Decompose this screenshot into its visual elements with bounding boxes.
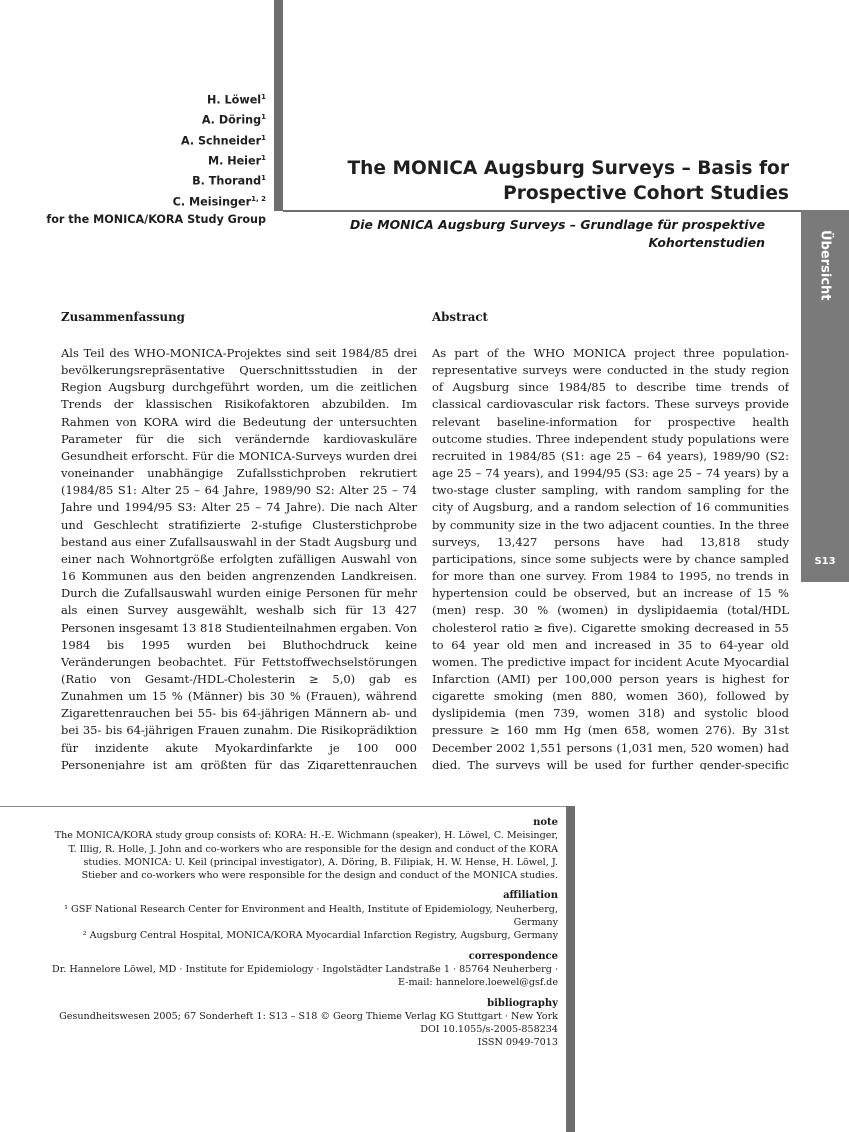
author: M. Heier$^1$: [207, 153, 266, 168]
author: B. Thorand$^1$: [192, 174, 266, 189]
correspondence-line: Dr. Hannelore Löwel, MD · Institute for Epidemiology · Ingolstädter Landstraße 1 · 85764 Neuherberg ·: [52, 963, 558, 975]
note-label: note: [533, 817, 558, 828]
zusammenfassung-heading: Zusammenfassung: [61, 310, 185, 324]
page-number: S13: [814, 556, 836, 567]
note-text: The MONICA/KORA study group consists of: KORA: H.-E. Wichmann (speaker), H. Löwel, C. Meisinger, T. Illig, R. Holle, J. John and co-workers who are responsible for the design and conduct of the KORA studies. MONICA: U. Keil (principal investigator), A. Döring, B. Filipiak, H. W. Hense, H. Löwel, J. Stieber and co-workers who were responsible for the design and conduct of the MONICA studies.: [54, 830, 558, 882]
affiliation-line: ¹ GSF National Research Center for Environment and Health, Institute of Epidemiology, Neuherberg, Germany: [64, 903, 558, 929]
bibliography-line: Gesundheitswesen 2005; 67 Sonderheft 1: S13 – S18 © Georg Thieme Verlag KG Stuttgart · New York: [59, 1010, 558, 1022]
study-group: for the MONICA/KORA Study Group: [46, 212, 266, 226]
author: H. Löwel$^1$: [207, 93, 266, 107]
correspondence-label: correspondence: [468, 950, 558, 962]
author: A. Döring$^1$: [201, 113, 266, 128]
footer-vertical-bar: [566, 806, 575, 1132]
bibliography-label: bibliography: [487, 997, 558, 1009]
section-tab-label: Übersicht: [817, 230, 833, 301]
article-subtitle: Die MONICA Augsburg Surveys – Grundlage für prospektive Kohortenstudien: [350, 217, 765, 250]
doi: DOI 10.1055/s-2005-858234: [420, 1024, 558, 1036]
header-vertical-bar: [274, 0, 283, 211]
abstract-text: As part of the WHO MONICA project three population-representative surveys were conducted in the study region of Augsburg since 1984/85 to describe time trends of classical cardiovascular risk factors. These surveys provide relevant baseline-information for prospective health outcome studies. Three independent study populations were recruited in 1984/85 (S1: age 25 – 64 years), 1989/90 (S2: age 25 – 74 years), and 1994/95 (S3: age 25 – 74 years) by a two-stage cluster sampling, with random sampling for the city of Augsburg, and a random selection of 16 communities by community size in the two adjacent counties. In the three surveys, 13,427 persons have had 13,818 study participations, since some subjects were by chance sampled for more than one survey. From 1984 to 1995, no trends in hypertension could be observed, but an increase of 15 % (men) resp. 30 % (women) in dyslipidaemia (total/HDL cholesterol ratio ≥ five). Cigarette smoking decreased in 55 to 64 year old men and increased in 35 to 64-year old women. The predictive impact for incident Acute Myocardial Infarction (AMI) per 100,000 person years is highest for cigarette smoking (men 880, women 360), followed by dyslipidemia (men 739, women 318) and systolic blood pressure ≥ 160 mm Hg (men 658, women 276). By 31st December 2002 1,551 persons (1,031 men, 520 women) had died. The surveys will be used for further gender-specific: [432, 346, 789, 770]
affiliation-line: ² Augsburg Central Hospital, MONICA/KORA Myocardial Infarction Registry, Augsburg, Germany: [82, 930, 558, 942]
issn: ISSN 0949-7013: [477, 1037, 558, 1049]
affiliation-label: affiliation: [503, 890, 558, 902]
article-title: The MONICA Augsburg Surveys – Basis for Prospective Cohort Studies: [347, 158, 789, 204]
footer-rule: [0, 806, 566, 807]
zusammenfassung-text: Als Teil des WHO-MONICA-Projektes sind seit 1984/85 drei bevölkerungsrepräsentative Querschnittsstudien in der Region Augsburg durchgeführt worden, um die zeitlichen Trends der klassischen Risikofaktoren abzubilden. Im Rahmen von KORA wird die Bedeutung der untersuchten Parameter für die sich verändernde kardiovaskuläre Gesundheit erforscht. Für die MONICA-Surveys wurden drei voneinander unabhängige Zufallsstichproben rekrutiert (1984/85 S1: Alter 25 – 64 Jahre, 1989/90 S2: Alter 25 – 74 Jahre und 1994/95 S3: Alter 25 – 74 Jahre). Die nach Alter und Geschlecht stratifizierte 2-stufige Clusterstichprobe bestand aus einer Zufallsauswahl in der Stadt Augsburg und einer nach Wohnortgröße erfolgten zufälligen Auswahl von 16 Kommunen aus den beiden angrenzenden Landkreisen. Durch die Zufallsauswahl wurden einige Personen für mehr als einen Survey ausgewählt, weshalb sich für 13 427 Personen insgesamt 13 818 Studienteilnahmen ergaben. Von 1984 bis 1995 wurden bei Bluthochdruck keine Veränderungen beobachtet. Für Fettstoffwechselstörungen (Ratio von Gesamt-/HDL-Cholesterin ≥ 5,0) gab es Zunahmen um 15 % (Männer) bis 30 % (Frauen), während Zigarettenrauchen bei 55- bis 64-jährigen Männern ab- und bei 35- bis 64-jährigen Frauen zunahm. Die Risikoprädiktion für inzidente akute Myokardinfarkte je 100 000 Personenjahre ist am größten für das Zigarettenrauchen: [61, 346, 417, 770]
article-notes: [50, 816, 558, 1050]
title-rule: [283, 210, 801, 212]
correspondence-email: E-mail: hannelore.loewel@gsf.de: [398, 977, 558, 989]
author: C. Meisinger$^{1, 2}$: [172, 194, 266, 209]
abstract-heading: Abstract: [432, 310, 488, 324]
author: A. Schneider$^1$: [180, 133, 266, 148]
author-list: [46, 89, 266, 229]
